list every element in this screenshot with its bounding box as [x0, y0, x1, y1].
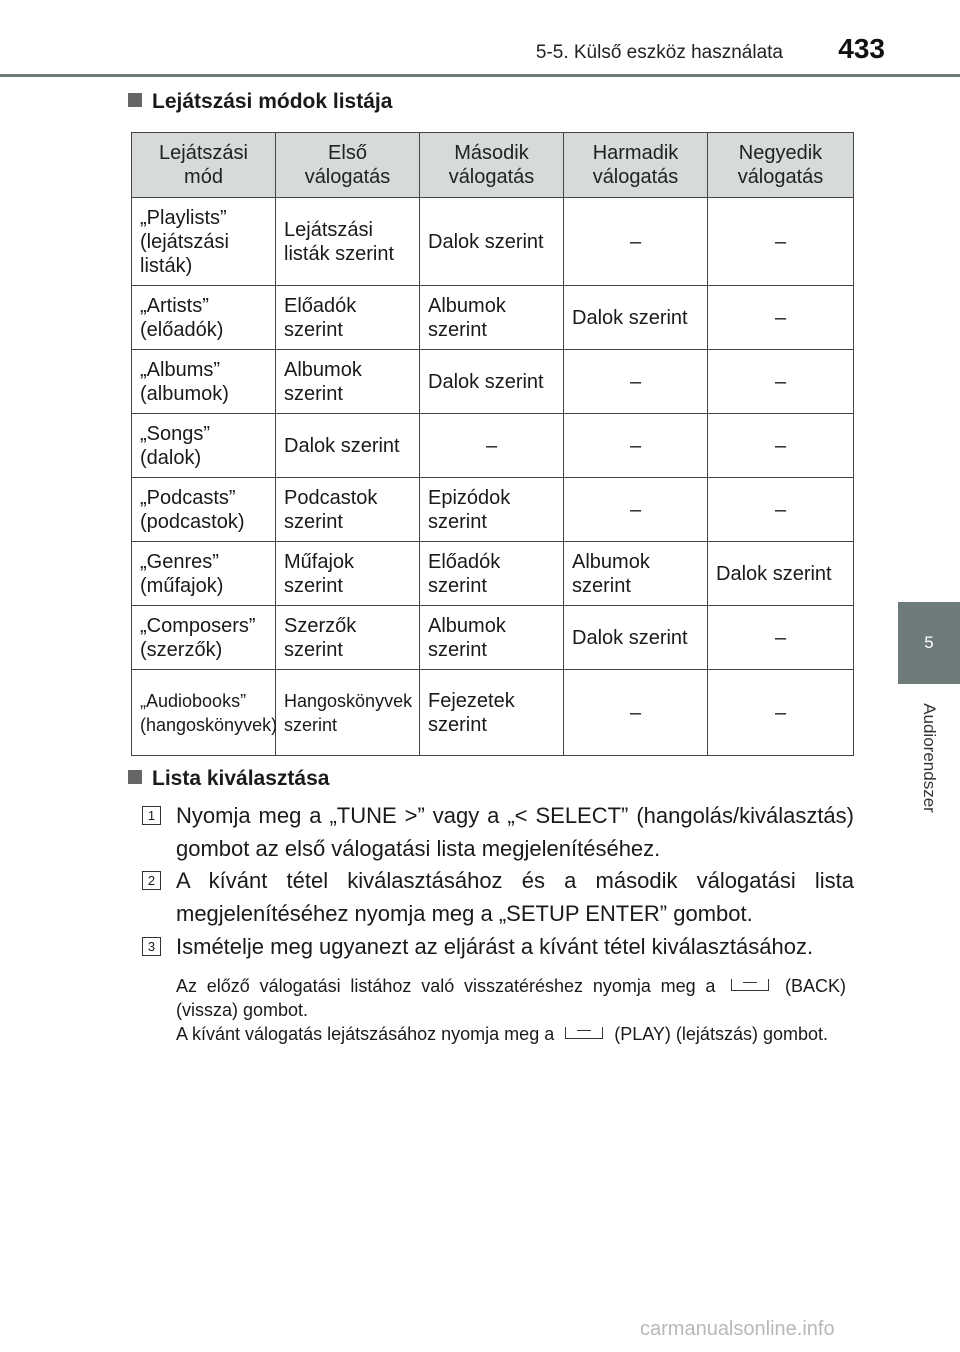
note-block — [176, 974, 846, 1046]
note-play-after: (PLAY) (lejátszás) gombot. — [614, 1024, 828, 1044]
playback-modes-table — [131, 132, 854, 756]
table-cell: Műfajok szerint — [276, 542, 420, 606]
note-play-before: A kívánt válogatás lejátszásához nyomja meg a — [176, 1024, 555, 1044]
table-heading — [128, 90, 392, 114]
table-cell: Szerzők szerint — [276, 606, 420, 670]
table-cell: Fejezetek szerint — [420, 670, 564, 756]
table-cell: – — [564, 670, 708, 756]
table-cell: Dalok szerint — [420, 350, 564, 414]
column-header: Lejátszási mód — [132, 133, 276, 198]
note-back — [176, 974, 846, 1022]
table-cell: – — [564, 350, 708, 414]
table-cell: Előadók szerint — [276, 286, 420, 350]
table-cell: Albumok szerint — [420, 286, 564, 350]
step-number-badge: 2 — [142, 871, 161, 890]
header-rule — [0, 74, 960, 77]
table-cell: – — [420, 414, 564, 478]
table-cell: „Genres” (műfajok) — [132, 542, 276, 606]
list-heading — [128, 767, 329, 791]
square-bullet-icon — [128, 93, 142, 107]
table-cell: „Audiobooks” (hangoskönyvek) — [132, 670, 276, 756]
note-back-before: Az előző válogatási listához való visszatéréshez nyomja meg a — [176, 976, 716, 996]
table-header-row — [132, 133, 854, 198]
chapter-title: Audiorendszer — [920, 703, 939, 813]
table-cell: Podcastok szerint — [276, 478, 420, 542]
table-cell: „Playlists” (lejátszási listák) — [132, 198, 276, 286]
table-cell: Albumok szerint — [276, 350, 420, 414]
step-number-badge: 3 — [142, 937, 161, 956]
table-heading-text: Lejátszási módok listája — [152, 90, 393, 113]
table-cell: Dalok szerint — [564, 606, 708, 670]
table-cell: Lejátszási listák szerint — [276, 198, 420, 286]
play-button-icon — [565, 1027, 603, 1039]
page-header-section: 5-5. Külső eszköz használata — [535, 42, 783, 63]
table-cell: „Podcasts” (podcastok) — [132, 478, 276, 542]
table-cell: – — [708, 670, 854, 756]
column-header: Harmadik válogatás — [564, 133, 708, 198]
table-cell: „Composers” (szerzők) — [132, 606, 276, 670]
step-text: A kívánt tétel kiválasztásához és a második válogatási lista megjelenítéséhez nyomja meg a „SETUP ENTER” gombot. — [176, 868, 854, 926]
table-row — [132, 286, 854, 350]
table-row — [132, 414, 854, 478]
table-cell: „Artists” (előadók) — [132, 286, 276, 350]
table-row — [132, 350, 854, 414]
table-cell: „Songs” (dalok) — [132, 414, 276, 478]
table-cell: Dalok szerint — [708, 542, 854, 606]
table-cell: Epizódok szerint — [420, 478, 564, 542]
table-cell: – — [708, 198, 854, 286]
table-cell: – — [564, 198, 708, 286]
note-back-after: (BACK) (vissza) gombot. — [176, 976, 846, 1020]
page-number: 433 — [838, 33, 885, 64]
chapter-tab — [898, 602, 960, 684]
step-number-badge: 1 — [142, 806, 161, 825]
table-cell: – — [708, 606, 854, 670]
table-cell: – — [708, 478, 854, 542]
chapter-number: 5 — [924, 633, 934, 652]
table-cell: – — [564, 478, 708, 542]
table-cell: – — [708, 350, 854, 414]
table-cell: Dalok szerint — [276, 414, 420, 478]
table-row — [132, 670, 854, 756]
table-row — [132, 542, 854, 606]
table-cell: Dalok szerint — [420, 198, 564, 286]
square-bullet-icon — [128, 770, 142, 784]
list-heading-text: Lista kiválasztása — [152, 767, 330, 790]
table-cell: Hangoskönyvek szerint — [276, 670, 420, 756]
table-cell: – — [708, 414, 854, 478]
table-row — [132, 478, 854, 542]
back-button-icon — [731, 979, 769, 991]
table-cell: „Albums” (albumok) — [132, 350, 276, 414]
column-header: Második válogatás — [420, 133, 564, 198]
table-cell: – — [708, 286, 854, 350]
table-cell: Albumok szerint — [420, 606, 564, 670]
table-cell: Dalok szerint — [564, 286, 708, 350]
note-play — [176, 1022, 846, 1046]
table-cell: Előadók szerint — [420, 542, 564, 606]
step-1 — [142, 799, 854, 865]
column-header: Negyedik válogatás — [708, 133, 854, 198]
column-header: Első válogatás — [276, 133, 420, 198]
watermark: carmanualsonline.info — [640, 1318, 835, 1340]
table-cell: – — [564, 414, 708, 478]
table-row — [132, 606, 854, 670]
step-text: Nyomja meg a „TUNE >” vagy a „< SELECT” (hangolás/kiválasztás) gombot az első válogatási lista megjelenítéséhez. — [176, 803, 854, 861]
step-2 — [142, 864, 854, 930]
table-row — [132, 198, 854, 286]
step-text: Ismételje meg ugyanezt az eljárást a kívánt tétel kiválasztásához. — [176, 934, 814, 959]
step-3 — [142, 930, 854, 963]
table-cell: Albumok szerint — [564, 542, 708, 606]
